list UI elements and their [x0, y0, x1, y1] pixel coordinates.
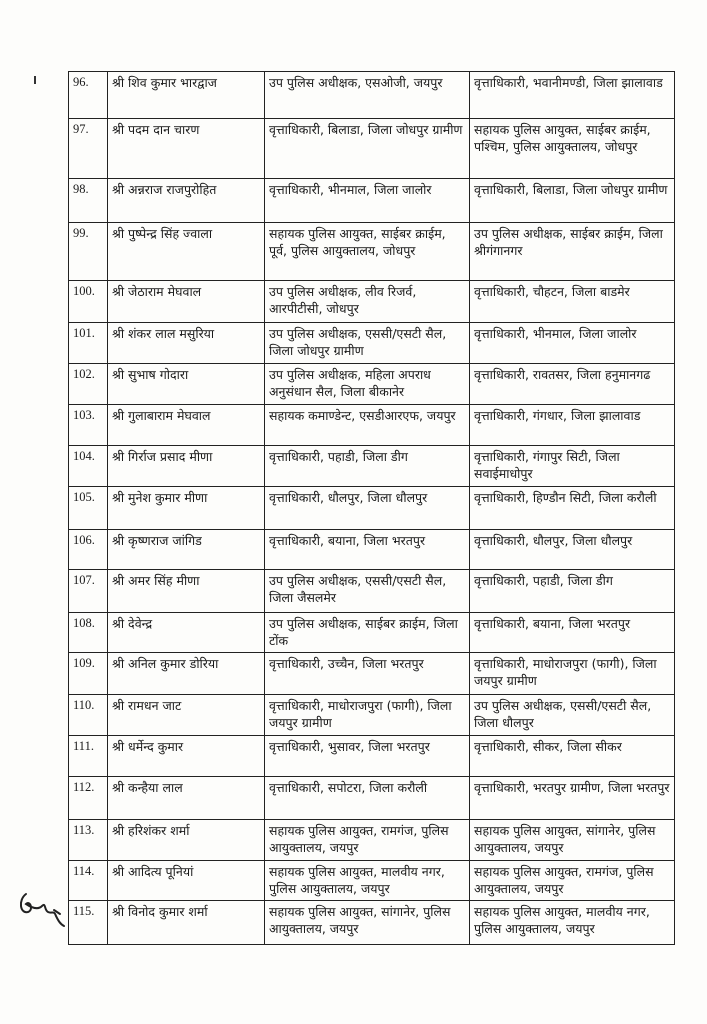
- current-posting: वृत्ताधिकारी, पहाडी, जिला डीग: [265, 446, 470, 487]
- current-posting: वृत्ताधिकारी, भीनमाल, जिला जालोर: [265, 179, 470, 223]
- table-row: [69, 653, 675, 695]
- officer-name: श्री आदित्य पूनियां: [108, 861, 265, 901]
- serial-number: 110.: [69, 695, 108, 736]
- serial-number: 98.: [69, 179, 108, 223]
- table-row: [69, 223, 675, 281]
- serial-number: 109.: [69, 653, 108, 695]
- serial-number: 112.: [69, 777, 108, 820]
- table-row: [69, 695, 675, 736]
- current-posting: सहायक पुलिस आयुक्त, सांगानेर, पुलिस आयुक्तालय, जयपुर: [265, 901, 470, 945]
- current-posting: वृत्ताधिकारी, उच्चैन, जिला भरतपुर: [265, 653, 470, 695]
- new-posting: सहायक पुलिस आयुक्त, साईबर क्राईम, पश्चिम, पुलिस आयुक्तालय, जोधपुर: [470, 119, 675, 179]
- current-posting: उप पुलिस अधीक्षक, महिला अपराध अनुसंधान सैल, जिला बीकानेर: [265, 364, 470, 405]
- officer-name: श्री कन्हैया लाल: [108, 777, 265, 820]
- serial-number: 103.: [69, 405, 108, 446]
- officer-name: श्री धर्मेन्द कुमार: [108, 736, 265, 777]
- current-posting: उप पुलिस अधीक्षक, लीव रिजर्व, आरपीटीसी, जोधपुर: [265, 281, 470, 323]
- officer-name: श्री गुलाबाराम मेघवाल: [108, 405, 265, 446]
- current-posting: वृत्ताधिकारी, धौलपुर, जिला धौलपुर: [265, 487, 470, 530]
- new-posting: वृत्ताधिकारी, माधोराजपुरा (फागी), जिला जयपुर ग्रामीण: [470, 653, 675, 695]
- new-posting: वृत्ताधिकारी, सीकर, जिला सीकर: [470, 736, 675, 777]
- table-row: [69, 570, 675, 613]
- new-posting: वृत्ताधिकारी, धौलपुर, जिला धौलपुर: [470, 530, 675, 570]
- new-posting: वृत्ताधिकारी, बयाना, जिला भरतपुर: [470, 613, 675, 653]
- transfer-table-body: [69, 72, 675, 945]
- table-row: [69, 736, 675, 777]
- new-posting: वृत्ताधिकारी, गंगधार, जिला झालावाड: [470, 405, 675, 446]
- serial-number: 107.: [69, 570, 108, 613]
- serial-number: 111.: [69, 736, 108, 777]
- new-posting: वृत्ताधिकारी, चौहटन, जिला बाडमेर: [470, 281, 675, 323]
- table-row: [69, 323, 675, 364]
- table-row: [69, 820, 675, 861]
- officer-name: श्री सुभाष गोदारा: [108, 364, 265, 405]
- serial-number: 108.: [69, 613, 108, 653]
- new-posting: वृत्ताधिकारी, बिलाडा, जिला जोधपुर ग्रामीण: [470, 179, 675, 223]
- new-posting: सहायक पुलिस आयुक्त, सांगानेर, पुलिस आयुक्तालय, जयपुर: [470, 820, 675, 861]
- officer-name: श्री अमर सिंह मीणा: [108, 570, 265, 613]
- officer-name: श्री रामधन जाट: [108, 695, 265, 736]
- current-posting: सहायक पुलिस आयुक्त, साईबर क्राईम, पूर्व, पुलिस आयुक्तालय, जोधपुर: [265, 223, 470, 281]
- officer-name: श्री जेठाराम मेघवाल: [108, 281, 265, 323]
- new-posting: वृत्ताधिकारी, भरतपुर ग्रामीण, जिला भरतपुर: [470, 777, 675, 820]
- serial-number: 101.: [69, 323, 108, 364]
- officer-name: श्री विनोद कुमार शर्मा: [108, 901, 265, 945]
- current-posting: वृत्ताधिकारी, बयाना, जिला भरतपुर: [265, 530, 470, 570]
- serial-number: 114.: [69, 861, 108, 901]
- table-row: [69, 446, 675, 487]
- current-posting: वृत्ताधिकारी, सपोटरा, जिला करौली: [265, 777, 470, 820]
- officer-name: श्री हरिशंकर शर्मा: [108, 820, 265, 861]
- new-posting: वृत्ताधिकारी, हिण्डौन सिटी, जिला करौली: [470, 487, 675, 530]
- table-row: [69, 405, 675, 446]
- serial-number: 106.: [69, 530, 108, 570]
- officer-name: श्री शिव कुमार भारद्वाज: [108, 72, 265, 119]
- new-posting: वृत्ताधिकारी, भीनमाल, जिला जालोर: [470, 323, 675, 364]
- officer-name: श्री कृष्णराज जांगिड: [108, 530, 265, 570]
- new-posting: वृत्ताधिकारी, पहाडी, जिला डीग: [470, 570, 675, 613]
- table-row: [69, 861, 675, 901]
- officer-name: श्री पुष्पेन्द्र सिंह ज्वाला: [108, 223, 265, 281]
- serial-number: 102.: [69, 364, 108, 405]
- new-posting: उप पुलिस अधीक्षक, साईबर क्राईम, जिला श्रीगंगानगर: [470, 223, 675, 281]
- new-posting: उप पुलिस अधीक्षक, एससी/एसटी सैल, जिला धौलपुर: [470, 695, 675, 736]
- new-posting: वृत्ताधिकारी, भवानीमण्डी, जिला झालावाड: [470, 72, 675, 119]
- table-row: [69, 487, 675, 530]
- serial-number: 97.: [69, 119, 108, 179]
- officer-name: श्री देवेन्द्र: [108, 613, 265, 653]
- table-row: [69, 530, 675, 570]
- current-posting: उप पुलिस अधीक्षक, एसओजी, जयपुर: [265, 72, 470, 119]
- serial-number: 115.: [69, 901, 108, 945]
- officer-name: श्री अन्नराज राजपुरोहित: [108, 179, 265, 223]
- current-posting: सहायक पुलिस आयुक्त, रामगंज, पुलिस आयुक्तालय, जयपुर: [265, 820, 470, 861]
- initials-signature: [16, 880, 68, 930]
- table-row: [69, 119, 675, 179]
- current-posting: सहायक कमाण्डेन्ट, एसडीआरएफ, जयपुर: [265, 405, 470, 446]
- transfer-table: [68, 71, 675, 945]
- officer-name: श्री मुनेश कुमार मीणा: [108, 487, 265, 530]
- current-posting: वृत्ताधिकारी, माधोराजपुरा (फागी), जिला जयपुर ग्रामीण: [265, 695, 470, 736]
- current-posting: उप पुलिस अधीक्षक, साईबर क्राईम, जिला टोंक: [265, 613, 470, 653]
- officer-name: श्री अनिल कुमार डोरिया: [108, 653, 265, 695]
- current-posting: उप पुलिस अधीक्षक, एससी/एसटी सैल, जिला जोधपुर ग्रामीण: [265, 323, 470, 364]
- new-posting: वृत्ताधिकारी, गंगापुर सिटी, जिला सवाईमाधोपुर: [470, 446, 675, 487]
- officer-name: श्री गिर्राज प्रसाद मीणा: [108, 446, 265, 487]
- new-posting: वृत्ताधिकारी, रावतसर, जिला हनुमानगढ: [470, 364, 675, 405]
- margin-mark: [34, 76, 36, 84]
- serial-number: 104.: [69, 446, 108, 487]
- table-row: [69, 364, 675, 405]
- serial-number: 105.: [69, 487, 108, 530]
- serial-number: 100.: [69, 281, 108, 323]
- new-posting: सहायक पुलिस आयुक्त, रामगंज, पुलिस आयुक्तालय, जयपुर: [470, 861, 675, 901]
- current-posting: वृत्ताधिकारी, भुसावर, जिला भरतपुर: [265, 736, 470, 777]
- officer-name: श्री शंकर लाल मसुरिया: [108, 323, 265, 364]
- table-row: [69, 613, 675, 653]
- serial-number: 113.: [69, 820, 108, 861]
- officer-name: श्री पदम दान चारण: [108, 119, 265, 179]
- table-row: [69, 901, 675, 945]
- serial-number: 99.: [69, 223, 108, 281]
- current-posting: सहायक पुलिस आयुक्त, मालवीय नगर, पुलिस आयुक्तालय, जयपुर: [265, 861, 470, 901]
- current-posting: उप पुलिस अधीक्षक, एससी/एसटी सैल, जिला जैसलमेर: [265, 570, 470, 613]
- new-posting: सहायक पुलिस आयुक्त, मालवीय नगर, पुलिस आयुक्तालय, जयपुर: [470, 901, 675, 945]
- table-row: [69, 179, 675, 223]
- serial-number: 96.: [69, 72, 108, 119]
- table-row: [69, 777, 675, 820]
- table-row: [69, 72, 675, 119]
- table-row: [69, 281, 675, 323]
- current-posting: वृत्ताधिकारी, बिलाडा, जिला जोधपुर ग्रामीण: [265, 119, 470, 179]
